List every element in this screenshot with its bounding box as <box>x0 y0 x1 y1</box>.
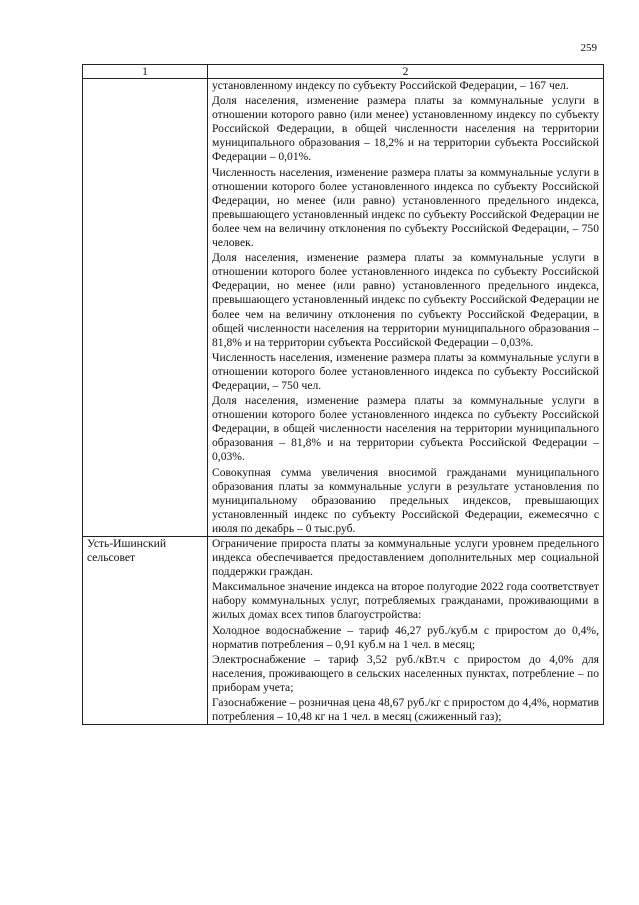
document-table <box>82 64 604 725</box>
paragraph: Холодное водоснабжение – тариф 46,27 руб./куб.м с приростом до 0,4%, норматив потребления – 0,91 куб.м на 1 чел. в месяц; <box>212 623 599 651</box>
paragraph: Доля населения, изменение размера платы за коммунальные услуги в отношении которого более установленного индекса по субъекту Российской Федерации, но менее (или равно) установленного предельного индекса, превышающего установленный индекс по субъекту Российской Федерации не более чем на величину отклонения по субъекту Российской Федерации, в общей численности населения на территории муниципального образования – 81,8% и на территории субъекта Российской Федерации – 0,03%. <box>212 251 599 349</box>
paragraph: Совокупная сумма увеличения вносимой гражданами муниципального образования платы за коммунальные услуги в результате установления по муниципальному образованию предельных индексов, превышающих установленный индекс по субъекту Российской Федерации, ежемесячно с июля по декабрь – 0 тыс.руб. <box>212 465 599 535</box>
paragraph: установленному индексу по субъекту Российской Федерации, – 167 чел. <box>212 79 569 92</box>
paragraph: Максимальное значение индекса на второе полугодие 2022 года соответствует набору коммунальных услуг, потребляемых гражданами, проживающими в жилых домах всех типов благоустройства: <box>212 580 599 622</box>
paragraph: Численность населения, изменение размера платы за коммунальные услуги в отношении которого более установленного индекса по субъекту Российской Федерации, но менее (или равно) установленного предельного индекса, превышающего установленный индекс по субъекту Российской Федерации не более чем на величину отклонения по субъекту Российской Федерации, – 750 человек. <box>212 165 599 250</box>
paragraph: Численность населения, изменение размера платы за коммунальные услуги в отношении которого более установленного индекса по субъекту Российской Федерации, – 750 чел. <box>212 350 599 392</box>
table-row <box>83 537 604 725</box>
paragraph: Газоснабжение – розничная цена 48,67 руб./кг с приростом до 4,4%, норматив потребления – 10,48 кг на 1 чел. в месяц (сжиженный газ); <box>212 696 599 724</box>
paragraph: Доля населения, изменение размера платы за коммунальные услуги в отношении которого равно (или менее) установленному индексу по субъекту Российской Федерации, в общей численности населения на территории муниципального образования – 18,2% и на территории субъекта Российской Федерации – 0,01%. <box>212 94 599 164</box>
column-header-1: 1 <box>83 65 208 79</box>
paragraph: Ограничение прироста платы за коммунальные услуги уровнем предельного индекса обеспечивается предоставлением дополнительных мер социальной поддержки граждан. <box>212 537 599 579</box>
column-header-2: 2 <box>208 65 604 79</box>
paragraph: Доля населения, изменение размера платы за коммунальные услуги в отношении которого более установленного индекса по субъекту Российской Федерации, в общей численности населения на территории муниципального образования – 81,8% и на территории субъекта Российской Федерации – 0,03%. <box>212 394 599 464</box>
table-row <box>83 79 604 537</box>
paragraph: Электроснабжение – тариф 3,52 руб./кВт.ч с приростом до 4,0% для населения, проживающего в сельских населенных пунктах, потребление – по приборам учета; <box>212 652 599 694</box>
table-header-row <box>83 65 604 79</box>
page-number: 259 <box>580 42 597 54</box>
description-cell <box>208 537 604 725</box>
description-cell <box>208 79 604 537</box>
region-cell <box>83 79 208 537</box>
region-cell: Усть-Ишинский сельсовет <box>83 537 208 725</box>
